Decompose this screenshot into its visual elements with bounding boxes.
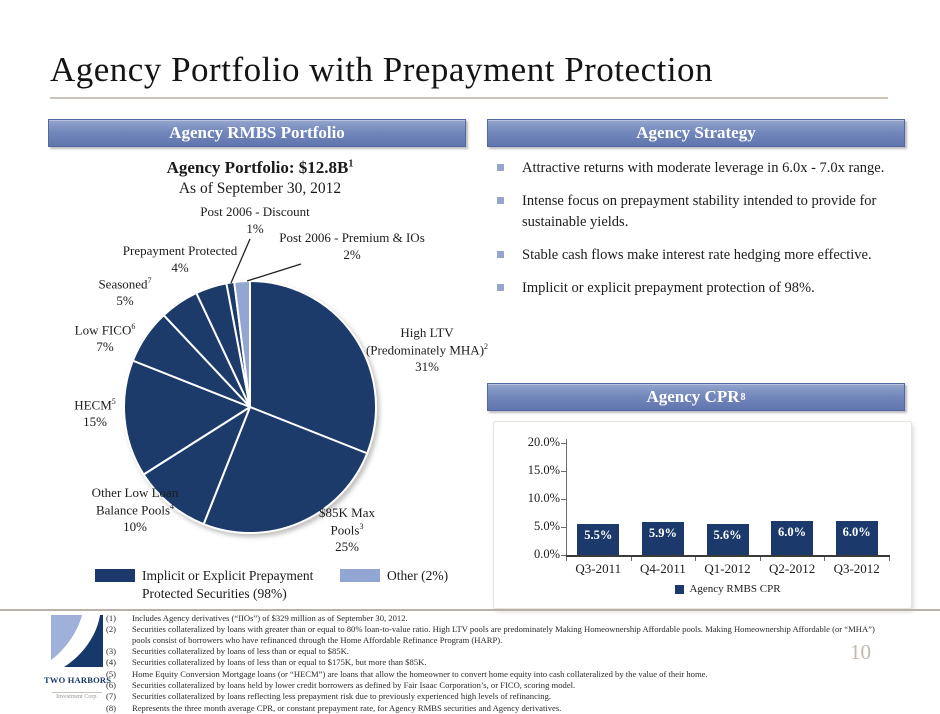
panel-header-label: Agency Strategy	[636, 123, 756, 142]
legend-swatch-protected	[95, 569, 135, 582]
cpr-chart-panel	[493, 421, 912, 609]
pie-label-value: 15%	[83, 413, 107, 429]
y-axis-tick-label: 10.0%	[527, 491, 560, 505]
x-axis-category-label: Q3-2011	[575, 561, 622, 576]
footnote-3: (3) Securities collateralized by loans of less than or equal to $85K.	[106, 645, 349, 656]
legend-swatch-agency-rmbs-cpr	[675, 585, 684, 594]
footnote-1: (1) Includes Agency derivatives (“IIOs”) of $329 million as of September 30, 2012.	[106, 613, 408, 623]
footnotes	[106, 613, 878, 714]
strategy-bullet-2: Intense focus on prepayment stability intended to provide for sustainable yields.	[495, 191, 909, 233]
footnote-ref-2: 2	[484, 341, 489, 351]
footnote-ref-3: 3	[359, 521, 364, 531]
panel-header-agency-cpr	[487, 383, 905, 411]
pie-label-high-ltv-predominately-mha-: High LTV (Predominately MHA)$^2$ 31%	[365, 325, 489, 374]
bar-chart-legend	[566, 583, 890, 595]
legend-item-protected	[95, 567, 338, 602]
y-axis-tick-mark	[561, 471, 566, 472]
pie-label-seasoned: Seasoned$^7$ 5%	[98, 276, 152, 308]
footnote-8: (8) Represents the three month average CPR, or constant prepayment rate, for Agency RMBS securities and Agency derivatives.	[106, 702, 562, 713]
two-harbors-logo-mark	[49, 613, 105, 669]
bar-chart	[494, 422, 911, 608]
footnote-ref-7: 7	[147, 276, 152, 285]
pie-label-value: 31%	[415, 358, 439, 374]
pie-label-hecm: HECM$^5$ 15%	[74, 397, 116, 429]
pie-label-value: 25%	[335, 538, 359, 554]
legend-item-other	[340, 567, 448, 585]
pie-label-prepayment-protected: Prepayment Protected 4%	[122, 243, 238, 275]
y-axis-tick-mark	[561, 499, 566, 500]
logo-text: TWO HARBORS	[44, 675, 112, 685]
y-axis-tick-label: 20.0%	[527, 435, 560, 449]
footnote-ref-4: 4	[170, 501, 175, 511]
footnote-4: (4) Securities collateralized by loans of less than or equal to $175K, but more than $85K.	[106, 657, 427, 668]
y-axis-tick-label: 5.0%	[533, 519, 560, 533]
x-axis-category-label: Q4-2011	[640, 561, 686, 576]
pie-legend	[95, 567, 448, 602]
footer-divider	[0, 609, 940, 611]
pie-title-date: As of September 30, 2012	[178, 180, 342, 197]
x-axis-category-label: Q3-2012	[833, 561, 880, 576]
pie-label-low-fico: Low FICO$^6$ 7%	[74, 322, 136, 354]
pie-label-value: 7%	[96, 338, 114, 354]
bar-value-label: 5.9%	[648, 525, 677, 540]
pie-label-value: 4%	[171, 259, 189, 275]
panel-header-agency-strategy	[487, 119, 905, 147]
panel-header-label: Agency RMBS Portfolio	[169, 123, 345, 142]
pie-label-other-low-loan-balance-pools: Other Low Loan Balance Pools$^4$ 10%	[91, 485, 179, 534]
y-axis-tick-label: 15.0%	[527, 463, 560, 477]
logo-subtext: Investment Corp.	[52, 692, 102, 700]
bullet-square-icon	[497, 284, 504, 291]
x-axis-category-label: Q1-2012	[704, 561, 751, 576]
strategy-bullet-4: Implicit or explicit prepayment protection of 98%.	[495, 278, 909, 299]
panel-header-agency-rmbs-portfolio	[48, 119, 466, 147]
footnote-5: (5) Home Equity Conversion Mortgage loans (or “HECM”) are loans that allow the homeowner to convert home equity into cash collateralized by the value of their home.	[106, 668, 708, 679]
y-axis-tick-label: 0.0%	[533, 547, 560, 561]
footnote-6: (6) Securities collateralized by loans held by lower credit borrowers as defined by Fair Isaac Corporation’s, or FICO, scoring model.	[106, 679, 576, 690]
x-axis-line	[566, 555, 890, 557]
page-title: Agency Portfolio with Prepayment Protection	[50, 50, 714, 89]
footnote-2: (2) Securities collateralized by loans with greater than or equal to 80% loan-to-value ratio. High LTV pools are predominately Making Homeownership Affordable pools. Making Homeownership Affordable (or “MHA”) pools consist of borrowers who have refinanced through the Home Affordable Refinance Program (HARP).	[106, 624, 875, 645]
legend-label-other: Other (2%)	[387, 568, 449, 583]
footnote-7: (7) Securities collateralized by loans reflecting less prepayment risk due to previously experienced high levels of refinancing.	[106, 691, 552, 702]
bullet-square-icon	[497, 164, 504, 171]
bar-value-label: 5.5%	[584, 528, 613, 543]
pie-label-value: 2%	[343, 246, 361, 262]
strategy-bullet-1: Attractive returns with moderate leverage in 6.0x - 7.0x range.	[495, 158, 909, 179]
y-axis-tick-mark	[561, 527, 566, 528]
footnote-ref-1: 1	[348, 158, 354, 170]
pie-chart	[50, 200, 489, 558]
footnote-ref-8: 8	[740, 391, 746, 403]
bullet-square-icon	[497, 197, 504, 204]
pie-label-value: 5%	[116, 292, 134, 308]
pie-title-main: Agency Portfolio: $\$12.8B^1$	[166, 158, 354, 177]
bar-value-label: 6.0%	[842, 525, 871, 540]
page-number: 10	[850, 640, 871, 664]
title-divider	[50, 97, 888, 99]
y-axis-tick-mark	[561, 555, 566, 556]
x-axis-category-label: Q2-2012	[768, 561, 816, 576]
two-harbors-logo	[44, 613, 110, 703]
bar-value-label: 5.6%	[713, 527, 742, 542]
footnote-ref-6: 6	[131, 322, 136, 331]
strategy-bullet-3: Stable cash flows make interest rate hedging more effective.	[495, 245, 909, 266]
pie-label-leader-line	[247, 264, 301, 281]
y-axis-line	[566, 439, 567, 555]
pie-label-post-2006-discount: Post 2006 - Discount 1%	[200, 204, 310, 236]
pie-label--85k-max-pools: $85K Max Pools$^3$ 25%	[319, 505, 375, 554]
y-axis-tick-mark	[561, 443, 566, 444]
legend-swatch-other	[340, 569, 380, 582]
legend-label-protected: Implicit or Explicit Prepayment Protected Securities (98%)	[142, 568, 314, 601]
pie-label-value: 1%	[246, 220, 264, 236]
bullet-square-icon	[497, 251, 504, 258]
legend-label-agency-rmbs-cpr: Agency RMBS CPR	[689, 583, 781, 595]
bar-value-label: 6.0%	[778, 525, 807, 540]
panel-header-label: Agency CPR	[646, 387, 740, 406]
strategy-bullet-list	[495, 158, 909, 311]
pie-label-post-2006-premium-ios: Post 2006 - Premium & IOs 2%	[279, 230, 425, 262]
footnote-ref-5: 5	[111, 397, 116, 406]
pie-chart-title	[50, 158, 470, 198]
pie-label-value: 10%	[123, 518, 147, 534]
